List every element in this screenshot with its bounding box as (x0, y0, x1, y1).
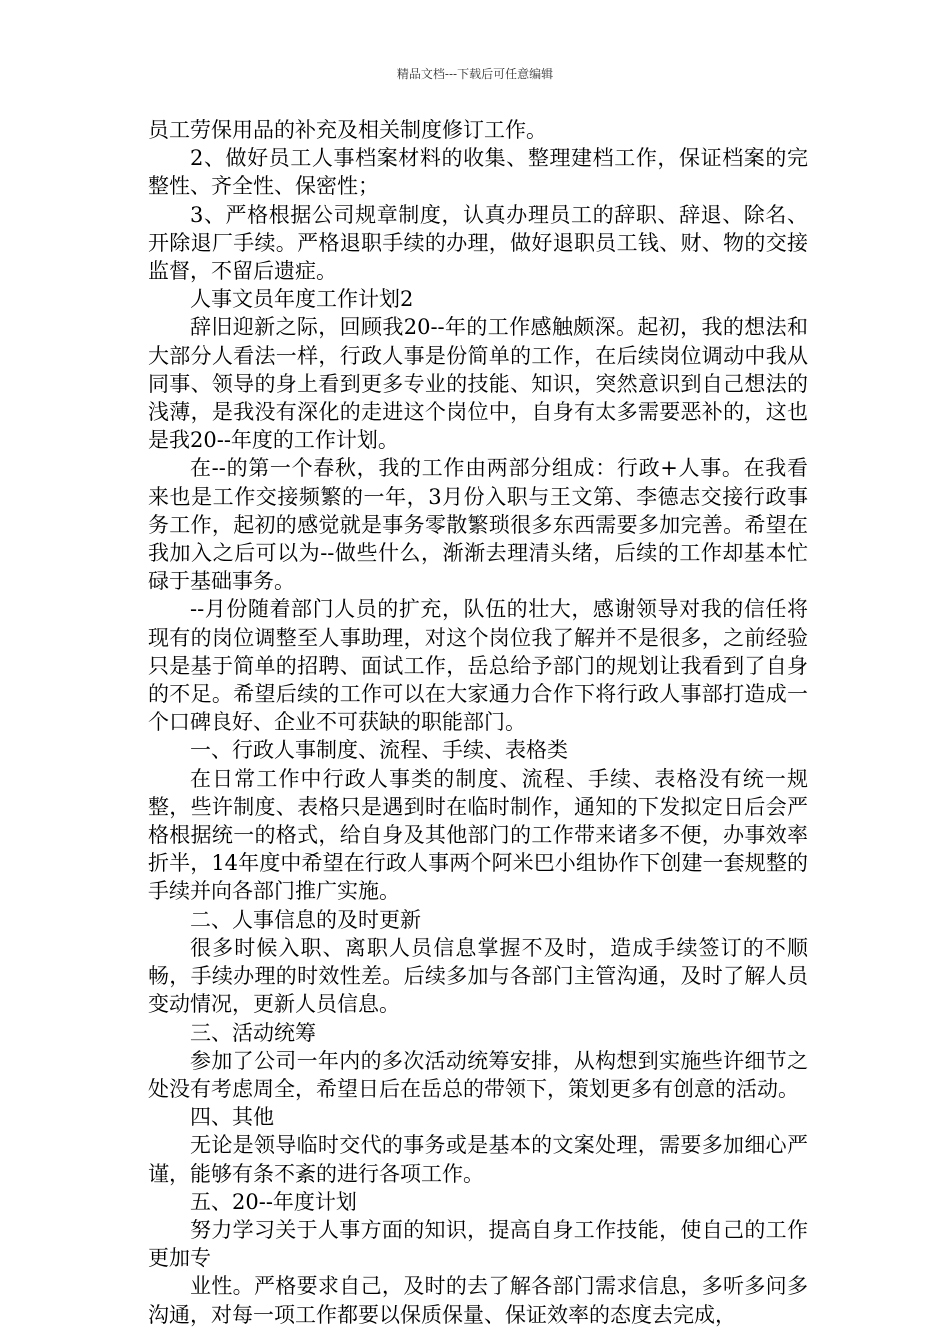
page-header: 精品文档---下载后可任意编辑 (396, 67, 554, 81)
paragraph: --月份随着部门人员的扩充，队伍的壮大，感谢领导对我的信任将现有的岗位调整至人事助理，对这个岗位我了解并不是很多，之前经验只是基于简单的招聘、面试工作，岳总给予部门的规划让我看到了自身的不足。希望后续的工作可以在大家通力合作下将行政人事部打造成一个口碑良好、企业不可获缺的职能部门。 (148, 597, 808, 735)
document-body (148, 116, 808, 1329)
paragraph: 在日常工作中行政人事类的制度、流程、手续、表格没有统一规整，些许制度、表格只是遇到时在临时制作，通知的下发拟定日后会严格根据统一的格式，给自身及其他部门的工作带来诸多不便，办事效率折半，14年度中希望在行政人事两个阿米巴小组协作下创建一套规整的手续并向各部门推广实施。 (148, 766, 808, 904)
section-heading: 四、其他 (190, 1105, 274, 1130)
paragraph: 在--的第一个春秋，我的工作由两部分组成：行政+人事。在我看来也是工作交接频繁的一年，3月份入职与王文第、李德志交接行政事务工作，起初的感觉就是事务零散繁琐很多东西需要多加完善。希望在我加入之后可以为--做些什么，渐渐去理清头绪，后续的工作却基本忙碌于基础事务。 (148, 456, 808, 594)
section-heading: 一、行政人事制度、流程、手续、表格类 (190, 738, 568, 763)
paragraph: 参加了公司一年内的多次活动统筹安排，从构想到实施些许细节之处没有考虑周全，希望日后在岳总的带领下，策划更多有创意的活动。 (148, 1048, 808, 1101)
paragraph: 员工劳保用品的补充及相关制度修订工作。 (148, 118, 547, 142)
paragraph: 2、做好员工人事档案材料的收集、整理建档工作，保证档案的完整性、齐全性、保密性； (148, 146, 808, 199)
section-title: 人事文员年度工作计划2 (190, 287, 414, 312)
section-heading: 二、人事信息的及时更新 (190, 907, 421, 932)
paragraph: 努力学习关于人事方面的知识，提高自身工作技能，使自己的工作更加专 (148, 1217, 808, 1271)
paragraph: 无论是领导临时交代的事务或是基本的文案处理，需要多加细心严谨，能够有条不紊的进行各项工作。 (148, 1133, 808, 1186)
section-heading: 三、活动统筹 (190, 1020, 316, 1045)
paragraph: 业性。严格要求自己，及时的去了解各部门需求信息，多听多问多沟通，对每一项工作都要以保质保量、保证效率的态度去完成， (148, 1274, 808, 1327)
paragraph: 很多时候入职、离职人员信息掌握不及时，造成手续签订的不顺畅，手续办理的时效性差。后续多加与各部门主管沟通，及时了解人员变动情况，更新人员信息。 (148, 935, 808, 1017)
paragraph: 辞旧迎新之际，回顾我20--年的工作感触颇深。起初，我的想法和大部分人看法一样，行政人事是份简单的工作，在后续岗位调动中我从同事、领导的身上看到更多专业的技能、知识，突然意识到自己想法的浅薄，是我没有深化的走进这个岗位中，自身有太多需要恶补的，这也是我20--年度的工作计划。 (148, 315, 808, 453)
section-heading: 五、20--年度计划 (190, 1189, 357, 1214)
paragraph: 3、严格根据公司规章制度，认真办理员工的辞职、辞退、除名、开除退厂手续。严格退职手续的办理，做好退职员工钱、财、物的交接监督，不留后遗症。 (148, 202, 808, 284)
